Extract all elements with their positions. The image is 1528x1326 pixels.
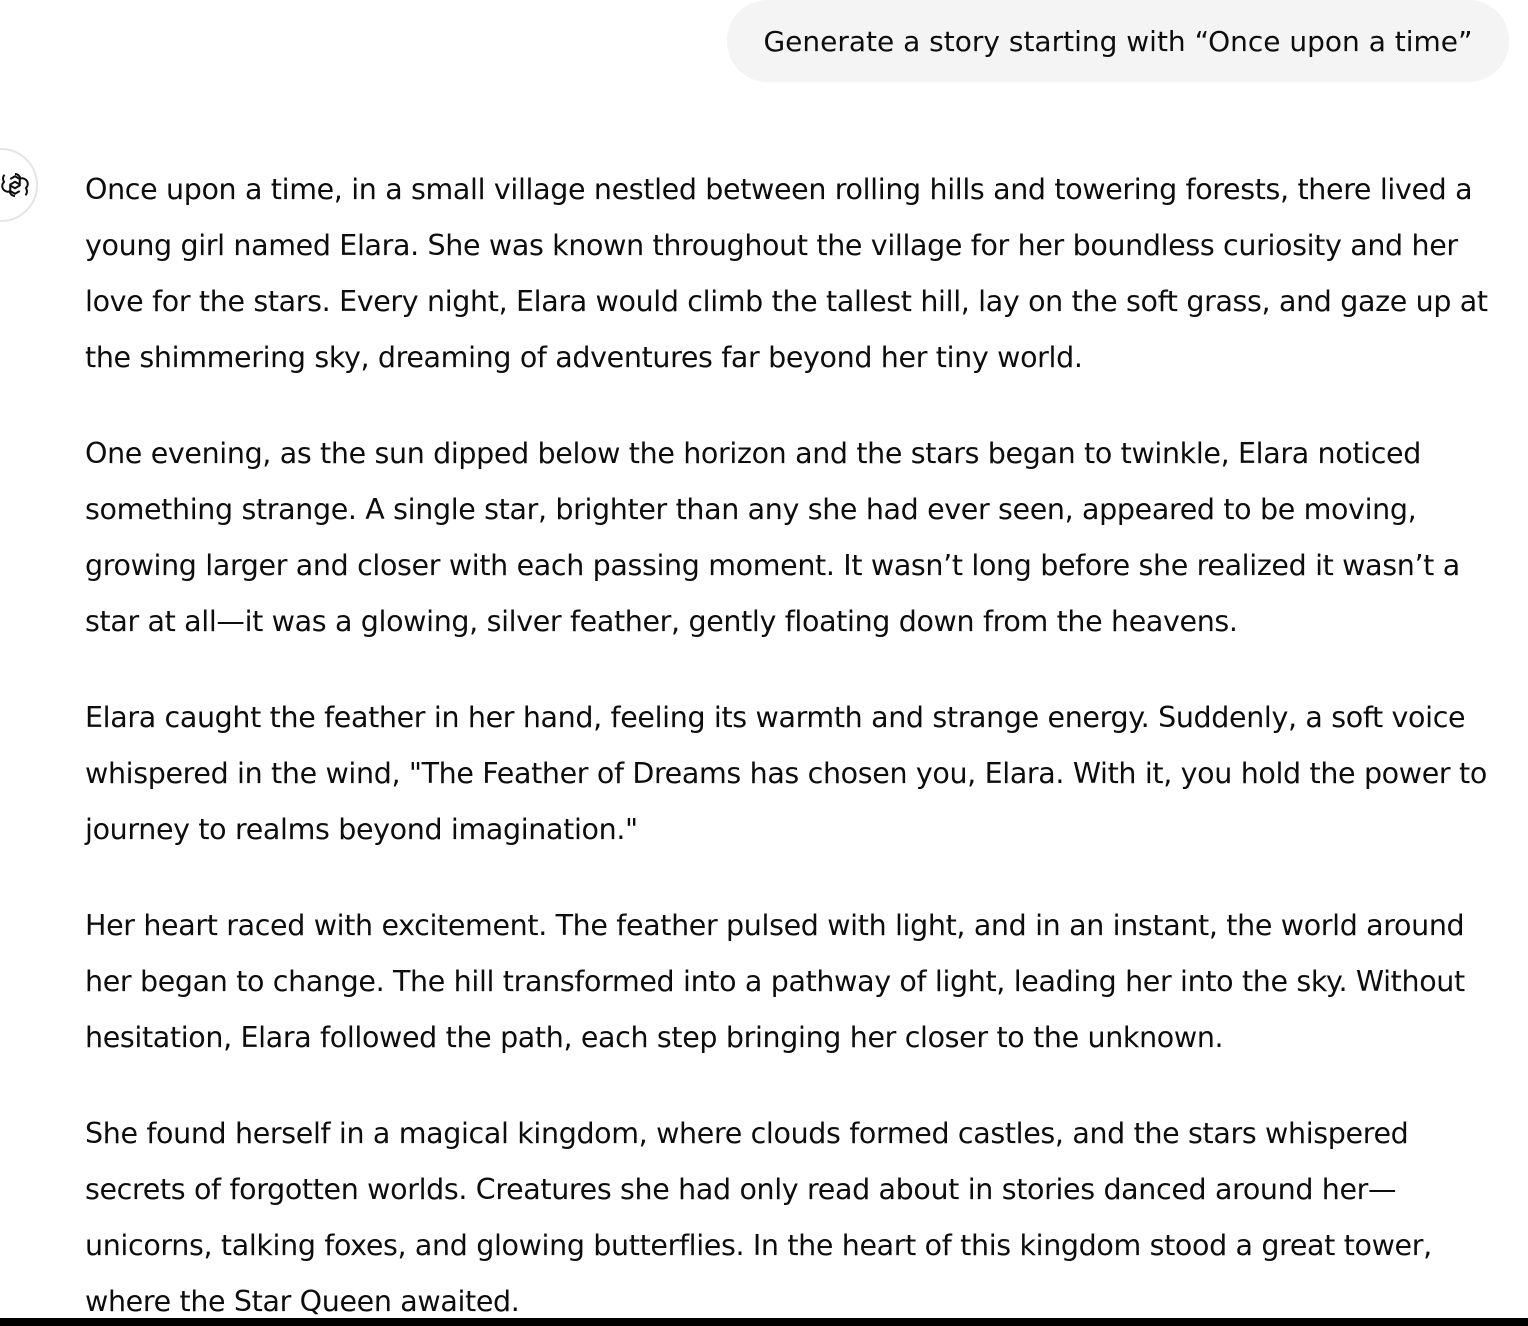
assistant-avatar — [0, 148, 38, 222]
story-paragraph-5: She found herself in a magical kingdom, where clouds formed castles, and the stars whispered secrets of forgotten worlds. Creatures she had only read about in stories danced around her—unicorns, talking foxes, and glowing butterflies. In the heart of this kingdom stood a great tower, where the Star Queen awaited. — [85, 1117, 1432, 1318]
assistant-message — [85, 162, 1505, 1318]
user-message-text: Generate a story starting with “Once upon a time” — [763, 24, 1473, 58]
story-paragraph-3: Elara caught the feather in her hand, feeling its warmth and strange energy. Suddenly, a soft voice whispered in the wind, "The Feather of Dreams has chosen you, Elara. With it, you hold the power to journey to realms beyond imagination." — [85, 701, 1487, 846]
story-paragraph-4: Her heart raced with excitement. The feather pulsed with light, and in an instant, the world around her began to change. The hill transformed into a pathway of light, leading her into the sky. Without hesitation, Elara followed the path, each step bringing her closer to the unknown. — [85, 909, 1465, 1054]
user-message-bubble — [727, 0, 1509, 82]
openai-logo-icon — [0, 170, 30, 200]
story-paragraph-2: One evening, as the sun dipped below the horizon and the stars began to twinkle, Elara noticed something strange. A single star, brighter than any she had ever seen, appeared to be moving, growing larger and closer with each passing moment. It wasn’t long before she realized it wasn’t a star at all—it was a glowing, silver feather, gently floating down from the heavens. — [85, 437, 1460, 638]
bottom-edge-bar — [0, 1318, 1528, 1326]
story-paragraph-1: Once upon a time, in a small village nestled between rolling hills and towering forests, there lived a young girl named Elara. She was known throughout the village for her boundless curiosity and her love for the stars. Every night, Elara would climb the tallest hill, lay on the soft grass, and gaze up at the shimmering sky, dreaming of adventures far beyond her tiny world. — [85, 173, 1488, 374]
